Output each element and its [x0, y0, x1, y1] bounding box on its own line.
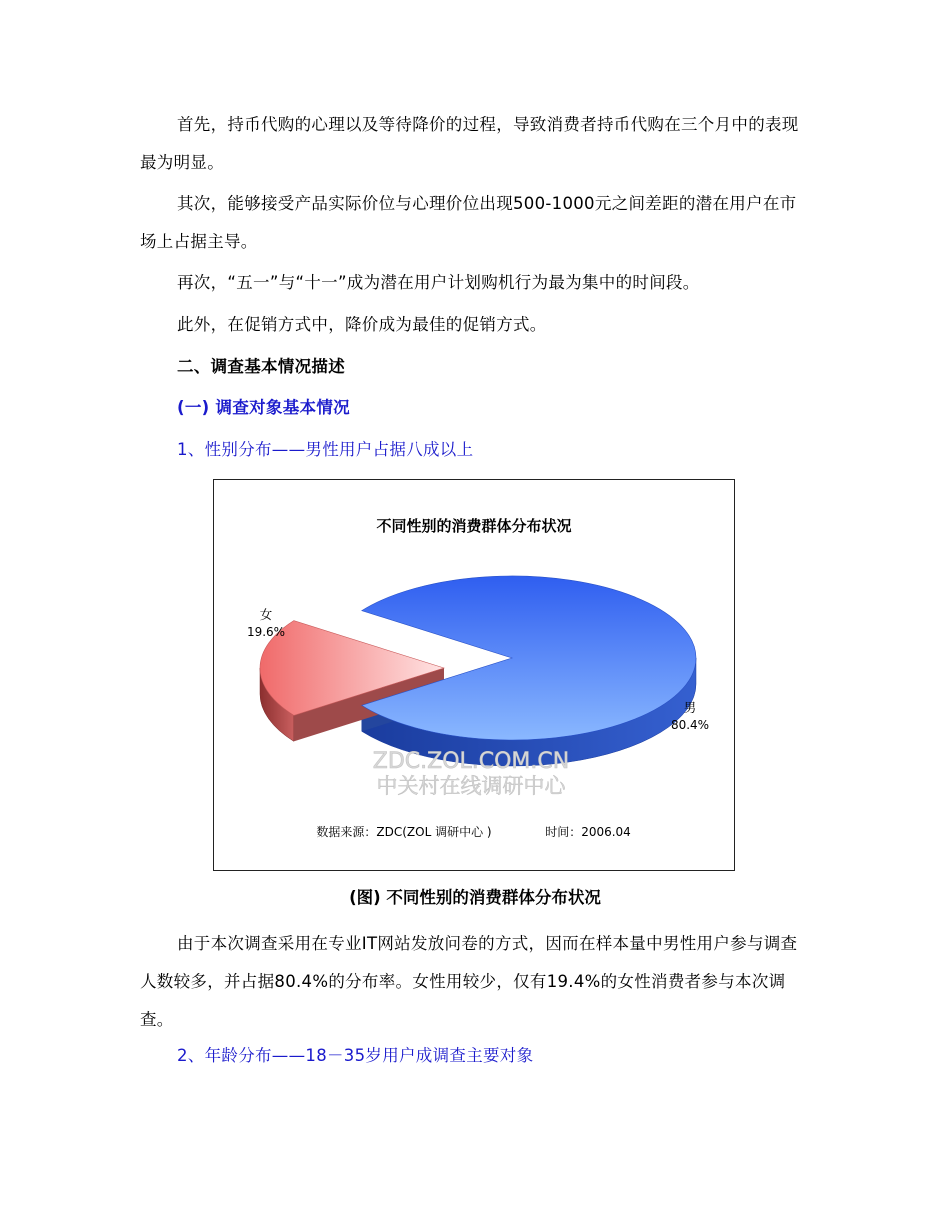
item-heading-age: 2、年龄分布——18－35岁用户成调查主要对象	[177, 1046, 534, 1065]
watermark-url: ZDC.ZOL.COM.CN	[372, 749, 570, 774]
paragraph-5: 由于本次调查采用在专业IT网站发放问卷的方式，因而在样本量中男性用户参与调查人数较多，并占据80.4%的分布率。女性用较少，仅有19.4%的女性消费者参与本次调查。	[140, 934, 798, 1029]
paragraph-2: 其次，能够接受产品实际价位与心理价位出现500-1000元之间差距的潜在用户在市场上占据主导。	[140, 194, 797, 251]
subsection-heading: (一) 调查对象基本情况	[177, 398, 350, 417]
figure-caption: (图) 不同性别的消费群体分布状况	[349, 888, 601, 907]
section-heading: 二、调查基本情况描述	[177, 357, 345, 376]
paragraph-1: 首先，持币代购的心理以及等待降价的过程，导致消费者持币代购在三个月中的表现最为明显。	[140, 115, 799, 172]
item-heading-gender: 1、性别分布——男性用户占据八成以上	[177, 440, 474, 459]
chart-time: 时间：2006.04	[545, 825, 631, 839]
paragraph-4: 此外，在促销方式中，降价成为最佳的促销方式。	[177, 315, 547, 334]
pie-chart-svg	[214, 480, 734, 870]
chart-title: 不同性别的消费群体分布状况	[376, 517, 572, 535]
watermark-name: 中关村在线调研中心	[376, 774, 566, 798]
slice-label-female: 女	[259, 607, 273, 622]
slice-value-female: 19.6%	[246, 625, 286, 639]
chart-source: 数据来源：ZDC(ZOL 调研中心 )	[316, 825, 492, 839]
paragraph-3: 再次，“五一”与“十一”成为潜在用户计划购机行为最为集中的时间段。	[177, 273, 700, 292]
slice-value-male: 80.4%	[670, 718, 710, 732]
pie-chart-figure	[213, 479, 735, 871]
slice-label-male: 男	[683, 700, 697, 715]
